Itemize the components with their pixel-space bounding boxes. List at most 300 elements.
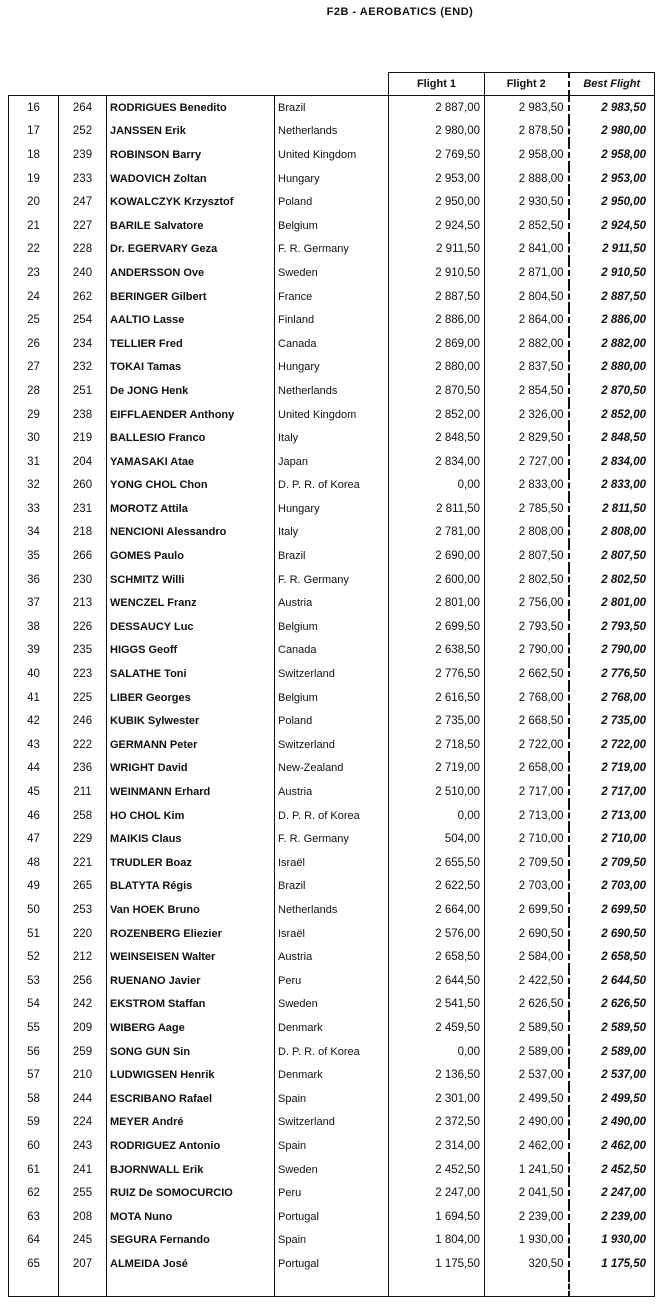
competitor-name-cell: WEINMANN Erhard	[107, 780, 275, 804]
best-flight-score-cell: 2 735,00	[569, 709, 655, 733]
table-row	[9, 403, 655, 427]
rank-cell: 34	[9, 521, 59, 545]
best-flight-score-cell: 2 924,50	[569, 214, 655, 238]
flight-2-score-cell: 2 709,50	[485, 851, 569, 875]
rank-cell: 46	[9, 804, 59, 828]
flight-2-score-cell: 2 930,50	[485, 190, 569, 214]
rank-cell: 17	[9, 120, 59, 144]
country-cell: Denmark	[275, 1016, 389, 1040]
country-cell: Austria	[275, 780, 389, 804]
table-row	[9, 1063, 655, 1087]
table-row	[9, 96, 655, 120]
competitor-name-cell: De JONG Henk	[107, 379, 275, 403]
competitor-number-cell: 227	[59, 214, 107, 238]
flight-2-score-cell: 2 802,50	[485, 568, 569, 592]
table-row	[9, 356, 655, 380]
results-sheet	[8, 72, 654, 1308]
table-row	[9, 238, 655, 262]
best-flight-score-cell: 2 452,50	[569, 1158, 655, 1182]
flight-2-score-cell: 2 829,50	[485, 426, 569, 450]
rank-cell: 29	[9, 403, 59, 427]
competitor-name-cell: RODRIGUES Benedito	[107, 96, 275, 120]
country-cell: F. R. Germany	[275, 238, 389, 262]
rank-cell: 40	[9, 662, 59, 686]
flight-2-score-cell: 2 589,50	[485, 1016, 569, 1040]
competitor-number-cell: 265	[59, 875, 107, 899]
competitor-name-cell: BARILE Salvatore	[107, 214, 275, 238]
competitor-name-cell: ANDERSSON Ove	[107, 261, 275, 285]
competitor-name-cell: MOTA Nuno	[107, 1205, 275, 1229]
competitor-number-cell: 262	[59, 285, 107, 309]
flight-1-score-cell: 2 980,00	[389, 120, 485, 144]
competitor-name-cell: TELLIER Fred	[107, 332, 275, 356]
country-cell: Belgium	[275, 686, 389, 710]
country-cell: United Kingdom	[275, 403, 389, 427]
flight-1-score-cell: 2 314,00	[389, 1134, 485, 1158]
best-flight-score-cell: 2 717,00	[569, 780, 655, 804]
flight-1-score-cell: 2 616,50	[389, 686, 485, 710]
table-row	[9, 261, 655, 285]
table-row	[9, 1134, 655, 1158]
flight-2-score-cell: 2 768,00	[485, 686, 569, 710]
country-cell: Sweden	[275, 993, 389, 1017]
flight-2-score-cell: 2 710,00	[485, 827, 569, 851]
flight-1-score-cell: 2 848,50	[389, 426, 485, 450]
best-flight-score-cell: 2 239,00	[569, 1205, 655, 1229]
flight-1-score-cell: 1 694,50	[389, 1205, 485, 1229]
competitor-name-cell: JANSSEN Erik	[107, 120, 275, 144]
best-flight-score-cell: 2 537,00	[569, 1063, 655, 1087]
flight-1-score-cell: 2 638,50	[389, 639, 485, 663]
table-row	[9, 450, 655, 474]
rank-cell: 58	[9, 1087, 59, 1111]
competitor-number-cell: 226	[59, 615, 107, 639]
country-cell: Portugal	[275, 1205, 389, 1229]
best-flight-score-cell: 2 658,50	[569, 945, 655, 969]
table-row	[9, 686, 655, 710]
rank-cell: 62	[9, 1181, 59, 1205]
competitor-name-cell: HIGGS Geoff	[107, 639, 275, 663]
country-cell: Brazil	[275, 96, 389, 120]
country-cell: D. P. R. of Korea	[275, 474, 389, 498]
competitor-name-cell: TRUDLER Boaz	[107, 851, 275, 875]
competitor-name-cell: RUENANO Javier	[107, 969, 275, 993]
country-cell: Peru	[275, 969, 389, 993]
rank-cell: 18	[9, 143, 59, 167]
table-row	[9, 426, 655, 450]
best-flight-score-cell: 2 833,00	[569, 474, 655, 498]
competitor-number-cell: 253	[59, 898, 107, 922]
competitor-number-cell: 246	[59, 709, 107, 733]
results-body	[9, 96, 655, 1297]
best-flight-score-cell: 2 690,50	[569, 922, 655, 946]
table-row	[9, 709, 655, 733]
flight-2-score-cell: 2 727,00	[485, 450, 569, 474]
competitor-name-cell: GOMES Paulo	[107, 544, 275, 568]
rank-cell: 55	[9, 1016, 59, 1040]
competitor-number-cell: 240	[59, 261, 107, 285]
competitor-number-cell: 207	[59, 1252, 107, 1276]
table-row	[9, 1087, 655, 1111]
competitor-number-cell: 221	[59, 851, 107, 875]
competitor-number-cell: 222	[59, 733, 107, 757]
competitor-number-cell: 258	[59, 804, 107, 828]
best-flight-score-cell: 2 911,50	[569, 238, 655, 262]
flight-2-score-cell: 2 785,50	[485, 497, 569, 521]
best-flight-score-cell: 2 882,00	[569, 332, 655, 356]
table-row	[9, 615, 655, 639]
flight-1-score-cell: 2 452,50	[389, 1158, 485, 1182]
flight-1-score-cell: 2 801,00	[389, 591, 485, 615]
flight-2-score-cell: 1 241,50	[485, 1158, 569, 1182]
flight-2-score-cell: 320,50	[485, 1252, 569, 1276]
competitor-number-cell: 224	[59, 1111, 107, 1135]
table-row	[9, 521, 655, 545]
rank-cell: 28	[9, 379, 59, 403]
best-flight-score-cell: 2 808,00	[569, 521, 655, 545]
flight-2-score-cell: 2 499,50	[485, 1087, 569, 1111]
country-cell: Hungary	[275, 356, 389, 380]
flight-1-score-cell: 2 655,50	[389, 851, 485, 875]
country-cell: Switzerland	[275, 1111, 389, 1135]
best-flight-score-cell: 2 958,00	[569, 143, 655, 167]
best-flight-score-cell: 2 722,00	[569, 733, 655, 757]
flight-2-score-cell: 2 790,00	[485, 639, 569, 663]
country-cell: Spain	[275, 1229, 389, 1253]
competitor-name-cell: DESSAUCY Luc	[107, 615, 275, 639]
empty-cell	[389, 1276, 485, 1297]
competitor-number-cell: 233	[59, 167, 107, 191]
empty-cell	[485, 1276, 569, 1297]
header-blank	[9, 73, 389, 96]
table-row	[9, 1229, 655, 1253]
competitor-number-cell: 251	[59, 379, 107, 403]
competitor-number-cell: 213	[59, 591, 107, 615]
flight-2-score-cell: 2 422,50	[485, 969, 569, 993]
empty-cell	[107, 1276, 275, 1297]
best-flight-score-cell: 2 499,50	[569, 1087, 655, 1111]
best-flight-score-cell: 2 834,00	[569, 450, 655, 474]
flight-1-score-cell: 1 804,00	[389, 1229, 485, 1253]
flight-1-score-cell: 2 834,00	[389, 450, 485, 474]
competitor-number-cell: 230	[59, 568, 107, 592]
competitor-number-cell: 236	[59, 757, 107, 781]
competitor-name-cell: YONG CHOL Chon	[107, 474, 275, 498]
competitor-number-cell: 264	[59, 96, 107, 120]
country-cell: Netherlands	[275, 898, 389, 922]
flight-1-score-cell: 2 880,00	[389, 356, 485, 380]
rank-cell: 19	[9, 167, 59, 191]
rank-cell: 44	[9, 757, 59, 781]
rank-cell: 49	[9, 875, 59, 899]
table-row	[9, 898, 655, 922]
table-row	[9, 591, 655, 615]
competitor-name-cell: AALTIO Lasse	[107, 308, 275, 332]
best-flight-score-cell: 2 768,00	[569, 686, 655, 710]
rank-cell: 26	[9, 332, 59, 356]
flight-1-score-cell: 2 886,00	[389, 308, 485, 332]
competitor-number-cell: 243	[59, 1134, 107, 1158]
competitor-name-cell: MOROTZ Attila	[107, 497, 275, 521]
competitor-number-cell: 228	[59, 238, 107, 262]
flight-1-score-cell: 2 911,50	[389, 238, 485, 262]
competitor-name-cell: MAIKIS Claus	[107, 827, 275, 851]
flight-1-score-cell: 2 658,50	[389, 945, 485, 969]
best-flight-score-cell: 2 870,50	[569, 379, 655, 403]
rank-cell: 45	[9, 780, 59, 804]
table-row	[9, 780, 655, 804]
flight-2-score-cell: 1 930,00	[485, 1229, 569, 1253]
flight-1-score-cell: 2 541,50	[389, 993, 485, 1017]
rank-cell: 31	[9, 450, 59, 474]
table-row	[9, 214, 655, 238]
competitor-name-cell: BALLESIO Franco	[107, 426, 275, 450]
rank-cell: 52	[9, 945, 59, 969]
competitor-number-cell: 247	[59, 190, 107, 214]
table-row	[9, 922, 655, 946]
country-cell: D. P. R. of Korea	[275, 804, 389, 828]
country-cell: Peru	[275, 1181, 389, 1205]
competitor-name-cell: YAMASAKI Atae	[107, 450, 275, 474]
flight-1-score-cell: 2 690,00	[389, 544, 485, 568]
country-cell: F. R. Germany	[275, 827, 389, 851]
best-flight-score-cell: 2 699,50	[569, 898, 655, 922]
table-row	[9, 757, 655, 781]
best-flight-score-cell: 2 980,00	[569, 120, 655, 144]
country-cell: New-Zealand	[275, 757, 389, 781]
competitor-name-cell: SCHMITZ Willi	[107, 568, 275, 592]
flight-1-score-cell: 2 699,50	[389, 615, 485, 639]
rank-cell: 22	[9, 238, 59, 262]
flight-2-score-cell: 2 703,00	[485, 875, 569, 899]
header-best-flight: Best Flight	[569, 73, 655, 96]
competitor-number-cell: 219	[59, 426, 107, 450]
best-flight-score-cell: 2 811,50	[569, 497, 655, 521]
competitor-number-cell: 204	[59, 450, 107, 474]
best-flight-score-cell: 2 983,50	[569, 96, 655, 120]
competitor-number-cell: 212	[59, 945, 107, 969]
competitor-name-cell: EIFFLAENDER Anthony	[107, 403, 275, 427]
best-flight-score-cell: 2 793,50	[569, 615, 655, 639]
competitor-name-cell: BJORNWALL Erik	[107, 1158, 275, 1182]
rank-cell: 24	[9, 285, 59, 309]
rank-cell: 59	[9, 1111, 59, 1135]
best-flight-score-cell: 2 589,00	[569, 1040, 655, 1064]
competitor-name-cell: SEGURA Fernando	[107, 1229, 275, 1253]
rank-cell: 16	[9, 96, 59, 120]
table-row	[9, 639, 655, 663]
best-flight-score-cell: 2 776,50	[569, 662, 655, 686]
flight-1-score-cell: 2 887,50	[389, 285, 485, 309]
table-row	[9, 969, 655, 993]
rank-cell: 60	[9, 1134, 59, 1158]
rank-cell: 61	[9, 1158, 59, 1182]
competitor-number-cell: 242	[59, 993, 107, 1017]
table-row	[9, 379, 655, 403]
country-cell: Netherlands	[275, 379, 389, 403]
rank-cell: 43	[9, 733, 59, 757]
table-row	[9, 474, 655, 498]
rank-cell: 57	[9, 1063, 59, 1087]
best-flight-score-cell: 2 950,00	[569, 190, 655, 214]
country-cell: Denmark	[275, 1063, 389, 1087]
table-row	[9, 167, 655, 191]
table-row	[9, 568, 655, 592]
country-cell: Spain	[275, 1087, 389, 1111]
table-row	[9, 308, 655, 332]
flight-2-score-cell: 2 864,00	[485, 308, 569, 332]
table-row	[9, 1016, 655, 1040]
flight-1-score-cell: 2 870,50	[389, 379, 485, 403]
table-row	[9, 733, 655, 757]
flight-2-score-cell: 2 690,50	[485, 922, 569, 946]
best-flight-score-cell: 2 807,50	[569, 544, 655, 568]
flight-1-score-cell: 2 776,50	[389, 662, 485, 686]
competitor-number-cell: 210	[59, 1063, 107, 1087]
flight-1-score-cell: 2 887,00	[389, 96, 485, 120]
flight-2-score-cell: 2 326,00	[485, 403, 569, 427]
table-row	[9, 1252, 655, 1276]
table-row	[9, 1040, 655, 1064]
rank-cell: 36	[9, 568, 59, 592]
flight-1-score-cell: 2 600,00	[389, 568, 485, 592]
country-cell: Belgium	[275, 214, 389, 238]
country-cell: D. P. R. of Korea	[275, 1040, 389, 1064]
country-cell: Poland	[275, 709, 389, 733]
rank-cell: 48	[9, 851, 59, 875]
flight-1-score-cell: 2 852,00	[389, 403, 485, 427]
country-cell: Finland	[275, 308, 389, 332]
country-cell: Portugal	[275, 1252, 389, 1276]
best-flight-score-cell: 2 802,50	[569, 568, 655, 592]
flight-2-score-cell: 2 841,00	[485, 238, 569, 262]
flight-2-score-cell: 2 239,00	[485, 1205, 569, 1229]
flight-1-score-cell: 2 718,50	[389, 733, 485, 757]
flight-1-score-cell: 2 735,00	[389, 709, 485, 733]
table-row	[9, 285, 655, 309]
competitor-name-cell: EKSTROM Staffan	[107, 993, 275, 1017]
competitor-name-cell: WEINSEISEN Walter	[107, 945, 275, 969]
country-cell: Brazil	[275, 544, 389, 568]
country-cell: Israël	[275, 851, 389, 875]
flight-2-score-cell: 2 717,00	[485, 780, 569, 804]
competitor-number-cell: 209	[59, 1016, 107, 1040]
table-row	[9, 120, 655, 144]
competitor-number-cell: 266	[59, 544, 107, 568]
flight-2-score-cell: 2 983,50	[485, 96, 569, 120]
rank-cell: 33	[9, 497, 59, 521]
table-row	[9, 544, 655, 568]
table-bottom-border	[9, 1276, 655, 1297]
best-flight-score-cell: 2 709,50	[569, 851, 655, 875]
table-row	[9, 993, 655, 1017]
competitor-name-cell: WIBERG Aage	[107, 1016, 275, 1040]
competitor-number-cell: 241	[59, 1158, 107, 1182]
country-cell: Belgium	[275, 615, 389, 639]
country-cell: F. R. Germany	[275, 568, 389, 592]
competitor-name-cell: WRIGHT David	[107, 757, 275, 781]
best-flight-score-cell: 2 703,00	[569, 875, 655, 899]
competitor-name-cell: KOWALCZYK Krzysztof	[107, 190, 275, 214]
competitor-number-cell: 225	[59, 686, 107, 710]
flight-1-score-cell: 2 459,50	[389, 1016, 485, 1040]
rank-cell: 53	[9, 969, 59, 993]
rank-cell: 20	[9, 190, 59, 214]
best-flight-score-cell: 2 462,00	[569, 1134, 655, 1158]
rank-cell: 38	[9, 615, 59, 639]
rank-cell: 21	[9, 214, 59, 238]
competitor-number-cell: 229	[59, 827, 107, 851]
flight-1-score-cell: 2 372,50	[389, 1111, 485, 1135]
rank-cell: 54	[9, 993, 59, 1017]
best-flight-score-cell: 2 719,00	[569, 757, 655, 781]
flight-2-score-cell: 2 713,00	[485, 804, 569, 828]
competitor-number-cell: 259	[59, 1040, 107, 1064]
flight-2-score-cell: 2 537,00	[485, 1063, 569, 1087]
country-cell: France	[275, 285, 389, 309]
competitor-number-cell: 260	[59, 474, 107, 498]
competitor-number-cell: 223	[59, 662, 107, 686]
country-cell: Switzerland	[275, 662, 389, 686]
flight-1-score-cell: 2 301,00	[389, 1087, 485, 1111]
empty-cell	[275, 1276, 389, 1297]
country-cell: Hungary	[275, 497, 389, 521]
flight-2-score-cell: 2 958,00	[485, 143, 569, 167]
flight-1-score-cell: 2 924,50	[389, 214, 485, 238]
competitor-number-cell: 235	[59, 639, 107, 663]
competitor-name-cell: BERINGER Gilbert	[107, 285, 275, 309]
rank-cell: 51	[9, 922, 59, 946]
flight-1-score-cell: 0,00	[389, 474, 485, 498]
empty-cell	[569, 1276, 655, 1297]
competitor-name-cell: BLATYTA Régis	[107, 875, 275, 899]
rank-cell: 65	[9, 1252, 59, 1276]
flight-1-score-cell: 2 769,50	[389, 143, 485, 167]
flight-1-score-cell: 2 950,00	[389, 190, 485, 214]
competitor-number-cell: 211	[59, 780, 107, 804]
table-row	[9, 804, 655, 828]
best-flight-score-cell: 2 247,00	[569, 1181, 655, 1205]
header-row	[9, 73, 655, 96]
rank-cell: 41	[9, 686, 59, 710]
country-cell: Brazil	[275, 875, 389, 899]
flight-1-score-cell: 504,00	[389, 827, 485, 851]
country-cell: Austria	[275, 591, 389, 615]
rank-cell: 27	[9, 356, 59, 380]
competitor-number-cell: 252	[59, 120, 107, 144]
country-cell: Hungary	[275, 167, 389, 191]
flight-2-score-cell: 2 041,50	[485, 1181, 569, 1205]
competitor-number-cell: 244	[59, 1087, 107, 1111]
flight-2-score-cell: 2 662,50	[485, 662, 569, 686]
flight-2-score-cell: 2 668,50	[485, 709, 569, 733]
rank-cell: 23	[9, 261, 59, 285]
flight-2-score-cell: 2 589,00	[485, 1040, 569, 1064]
flight-1-score-cell: 2 576,00	[389, 922, 485, 946]
rank-cell: 56	[9, 1040, 59, 1064]
flight-1-score-cell: 2 781,00	[389, 521, 485, 545]
table-row	[9, 875, 655, 899]
flight-1-score-cell: 0,00	[389, 804, 485, 828]
competitor-number-cell: 232	[59, 356, 107, 380]
flight-2-score-cell: 2 833,00	[485, 474, 569, 498]
competitor-number-cell: 220	[59, 922, 107, 946]
country-cell: Italy	[275, 521, 389, 545]
results-table	[8, 72, 655, 1297]
competitor-name-cell: ROZENBERG Eliezier	[107, 922, 275, 946]
table-row	[9, 1111, 655, 1135]
table-row	[9, 827, 655, 851]
